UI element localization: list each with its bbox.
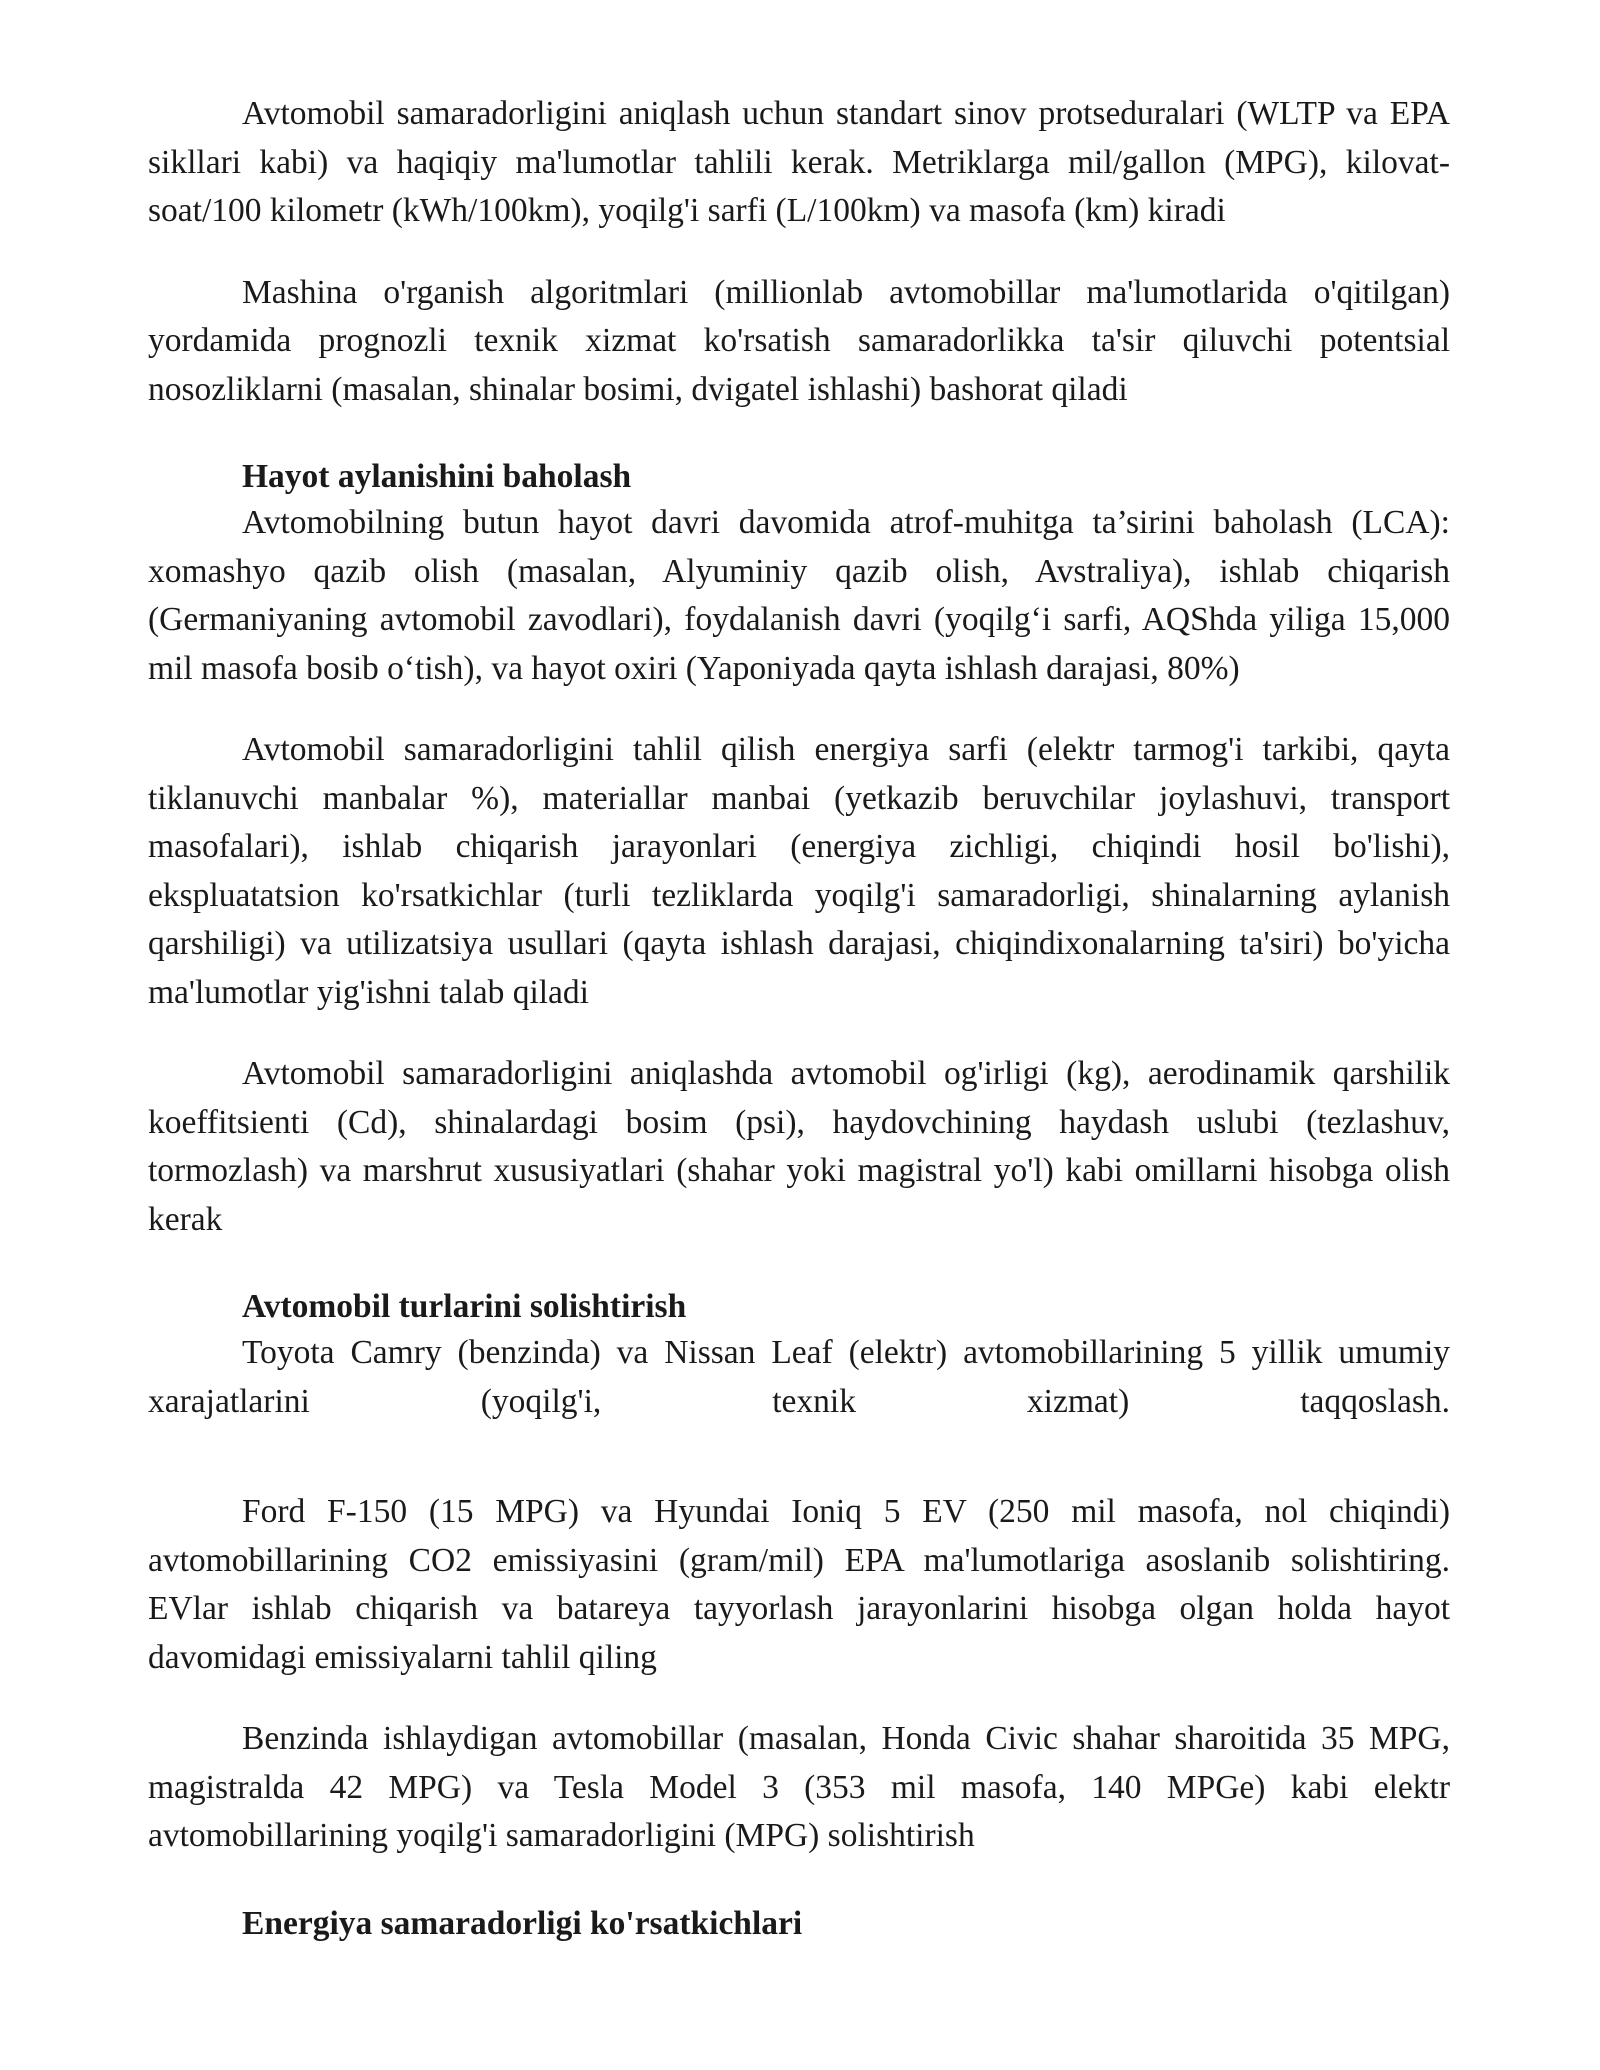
paragraph-civic-tesla: Benzinda ishlaydigan avtomobillar (masalan, Honda Civic shahar sharoitida 35 MPG, magistralda 42 MPG) va Tesla Model 3 (353 mil masofa, 140 MPGe) kabi elektr avtomobillarining yoqilg'i samaradorligini (MPG) solishtirish [148, 1720, 1450, 1854]
paragraph-factors: Avtomobil samaradorligini aniqlashda avtomobil og'irligi (kg), aerodinamik qarshilik koeffitsienti (Cd), shinalardagi bosim (psi), haydovchining haydash uslubi (tezlashuv, tormozlash) va marshrut xususiyatlari (shahar yoki magistral yo'l) kabi omillarni hisobga olish kerak [148, 1055, 1450, 1238]
paragraph-camry-leaf: Toyota Camry (benzinda) va Nissan Leaf (elektr) avtomobillarining 5 yillik umumiy xarajatlarini (yoqilg'i, texnik xizmat) taqqoslash. [148, 1334, 1450, 1420]
paragraph-lca: Avtomobilning butun hayot davri davomida atrof-muhitga ta’sirini baholash (LCA): xomashyo qazib olish (masalan, Alyuminiy qazib olish, Avstraliya), ishlab chiqarish (Germaniyaning avtomobil zavodlari), foydalanish davri (yoqilg‘i sarfi, AQShda yiliga 15,000 mil masofa bosib o‘tish), va hayot oxiri (Yaponiyada qayta ishlash darajasi, 80%) [148, 504, 1450, 687]
paragraph-test-procedures: Avtomobil samaradorligini aniqlash uchun standart sinov protseduralari (WLTP va EPA sikllari kabi) va haqiqiy ma'lumotlar tahlili kerak. Metriklarga mil/gallon (MPG), kilovat-soat/100 kilometr (kWh/100km), yoqilg'i sarfi (L/100km) va masofa (km) kiradi [148, 95, 1450, 229]
heading-energy: Energiya samaradorligi ko'rsatkichlari [242, 1904, 803, 1942]
paragraph-predictive-maintenance: Mashina o'rganish algoritmlari (millionlab avtomobillar ma'lumotlarida o'qitilgan) yordamida prognozli texnik xizmat ko'rsatish samaradorlikka ta'sir qiluvchi potentsial nosozliklarni (masalan, shinalar bosimi, dvigatel ishlashi) bashorat qiladi [148, 273, 1450, 408]
document-page [148, 90, 1450, 1946]
heading-lifecycle: Hayot aylanishini baholash [242, 458, 632, 495]
paragraph-data-collection: Avtomobil samaradorligini tahlil qilish energiya sarfi (elektr tarmog'i tarkibi, qayta tiklanuvchi manbalar %), materiallar manbai (yetkazib beruvchilar joylashuvi, transport masofalari), ishlab chiqarish jarayonlari (energiya zichligi, chiqindi hosil bo'lishi), ekspluatatsion ko'rsatkichlar (turli tezliklarda yoqilg'i samaradorligi, shinalarning aylanish qarshiligi) va utilizatsiya usullari (qayta ishlash darajasi, chiqindixonalarning ta'siri) bo'yicha ma'lumotlar yig'ishni talab qiladi [148, 731, 1450, 1011]
paragraph-f150-ioniq: Ford F-150 (15 MPG) va Hyundai Ioniq 5 EV (250 mil masofa, nol chiqindi) avtomobillarining CO2 emissiyasini (gram/mil) EPA ma'lumotlariga asoslanib solishtiring. EVlar ishlab chiqarish va batareya tayyorlash jarayonlarini hisobga olgan holda hayot davomidagi emissiyalarni tahlil qiling [148, 1493, 1450, 1676]
heading-comparison: Avtomobil turlarini solishtirish [242, 1288, 687, 1325]
